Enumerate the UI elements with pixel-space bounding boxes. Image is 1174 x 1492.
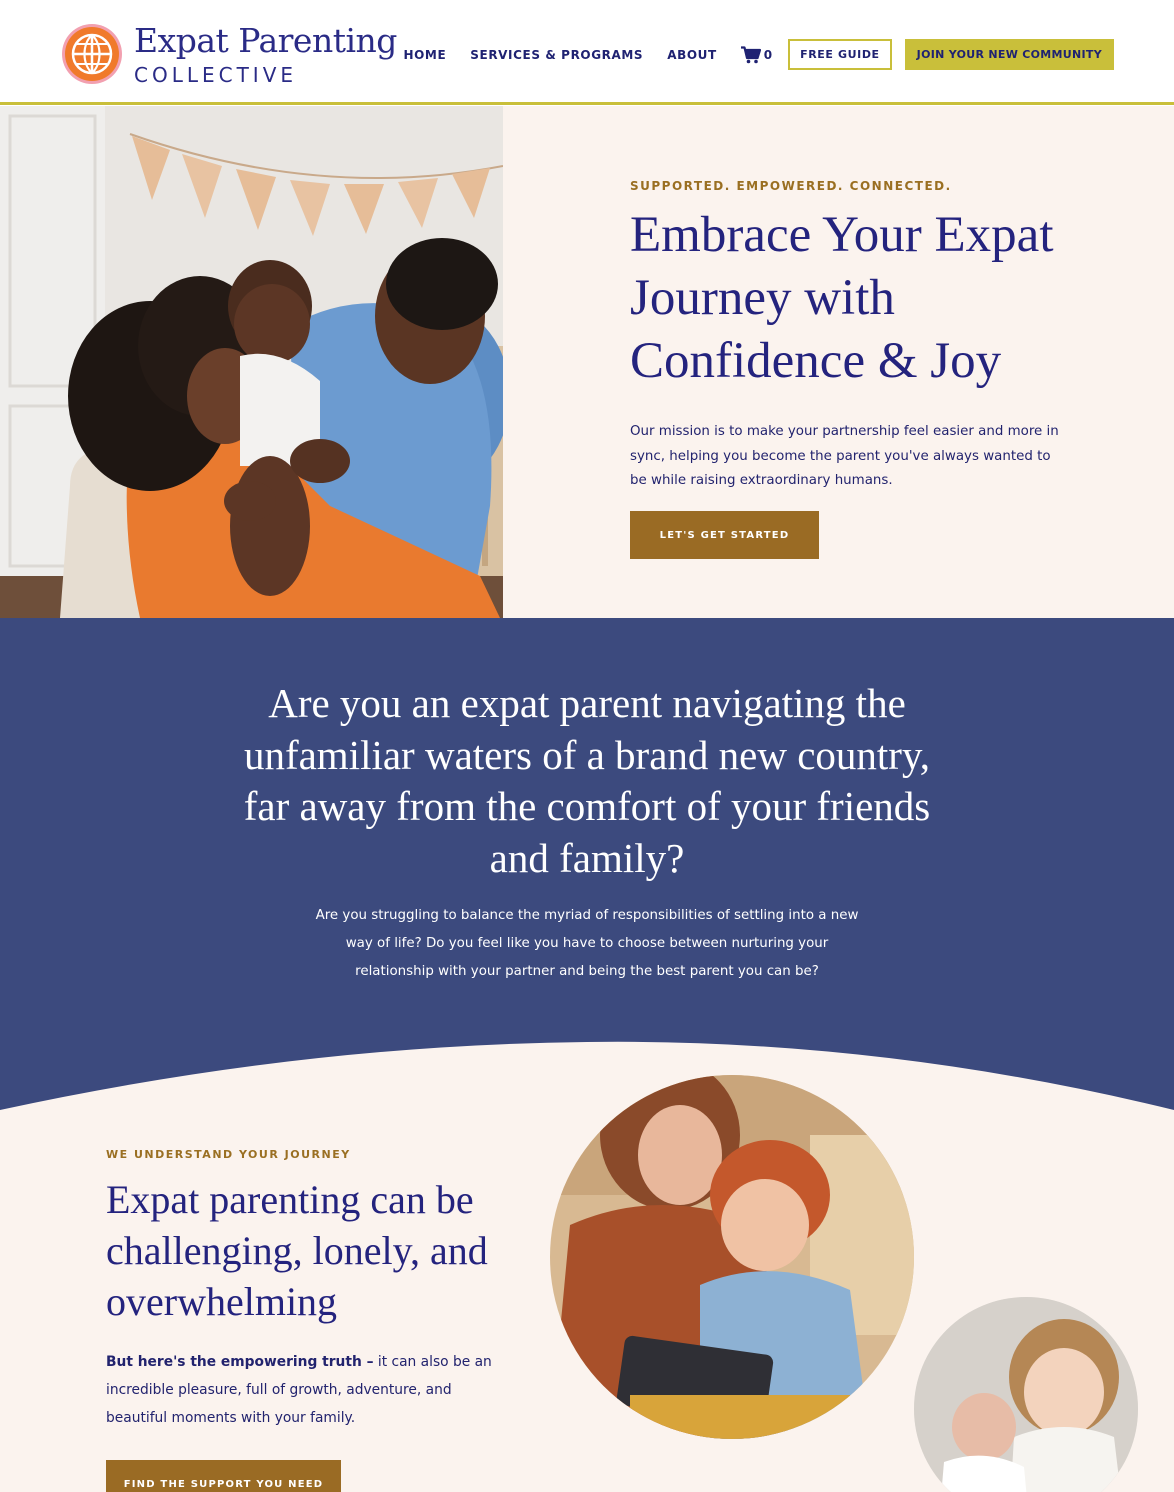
get-started-button[interactable]: LET'S GET STARTED [630, 511, 819, 559]
journey-description-rest: it can also be an incredible pleasure, full of growth, adventure, and beautiful moments with your family. [106, 1354, 492, 1426]
shopping-cart-icon [741, 46, 761, 64]
brand-logo[interactable] [60, 22, 397, 86]
brand-wordmark [134, 20, 397, 87]
hero-family-photo [0, 106, 503, 618]
main-nav [403, 39, 1114, 70]
free-guide-button[interactable]: FREE GUIDE [788, 39, 892, 70]
mother-son-photo [550, 1075, 914, 1439]
nav-services[interactable]: SERVICES & PROGRAMS [470, 47, 644, 62]
cart-button[interactable] [741, 46, 772, 64]
brand-name: Expat Parenting [134, 20, 397, 60]
brand-subname: COLLECTIVE [134, 62, 298, 87]
band-heading: Are you an expat parent navigating the unfamiliar waters of a brand new country, far away from the comfort of your friends and family? [243, 680, 931, 881]
site-header [0, 0, 1174, 105]
hero-description: Our mission is to make your partnership feel easier and more in sync, helping you become the parent you've always wanted to be while raising extraordinary humans. [630, 424, 1059, 488]
hero-title: Embrace Your Expat Journey with Confidence & Joy [630, 207, 1054, 389]
hero-section [0, 106, 1174, 618]
journey-description [106, 1348, 501, 1432]
journey-section [0, 1040, 1174, 1492]
join-community-button[interactable]: JOIN YOUR NEW COMMUNITY [905, 39, 1114, 70]
cart-count: 0 [763, 47, 773, 62]
globe-sun-icon [60, 22, 124, 86]
nav-home[interactable]: HOME [403, 47, 447, 62]
band-description: Are you struggling to balance the myriad of responsibilities of settling into a new way of life? Do you feel like you have to choose between nurturing your relationship with your partner and being the best parent you can be? [315, 908, 859, 979]
journey-heading: Expat parenting can be challenging, lonely, and overwhelming [106, 1177, 488, 1324]
find-support-button[interactable]: FIND THE SUPPORT YOU NEED [106, 1460, 341, 1492]
nav-about[interactable]: ABOUT [667, 47, 717, 62]
hero-eyebrow: SUPPORTED. EMPOWERED. CONNECTED. [630, 179, 952, 193]
journey-eyebrow: WE UNDERSTAND YOUR JOURNEY [106, 1148, 351, 1161]
journey-description-emphasis: But here's the empowering truth – [106, 1354, 374, 1370]
